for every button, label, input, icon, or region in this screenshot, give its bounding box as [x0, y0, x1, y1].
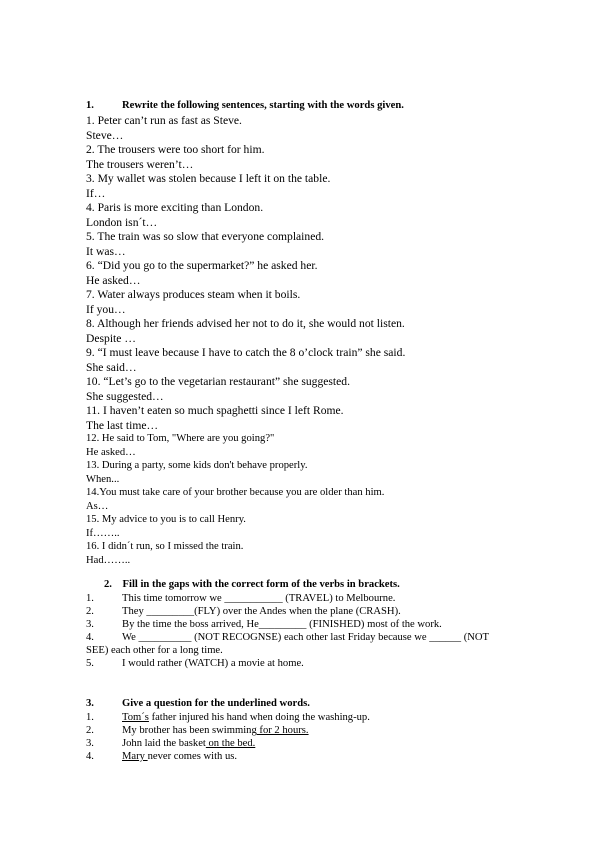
s3-item-num: 1.: [86, 712, 94, 723]
section2-heading: 2. Fill in the gaps with the correct form of the verbs in brackets.: [104, 579, 400, 590]
s1-line: She suggested…: [86, 390, 164, 403]
s1-line: He asked…: [86, 274, 141, 287]
s3-item-num: 4.: [86, 751, 94, 762]
s3-underlined-words: for 2 hours.: [256, 725, 309, 736]
s1-line: Steve…: [86, 129, 124, 142]
s2-item-text-cont: SEE) each other for a long time.: [86, 645, 223, 656]
s3-underlined-words: Tom´s: [122, 712, 149, 723]
s2-item-text: I would rather (WATCH) a movie at home.: [122, 658, 304, 669]
s1-line: If you…: [86, 303, 126, 316]
s1-line: The trousers weren’t…: [86, 158, 194, 171]
s1-line: 9. “I must leave because I have to catch the 8 o’clock train” she said.: [86, 346, 406, 359]
s3-item-num: 3.: [86, 738, 94, 749]
s2-item-text: By the time the boss arrived, He_________ (FINISHED) most of the work.: [122, 619, 442, 630]
s3-before-text: John laid the basket: [122, 738, 206, 749]
s1-line: 8. Although her friends advised her not to do it, she would not listen.: [86, 317, 405, 330]
s1-line: 14.You must take care of your brother because you are older than him.: [86, 487, 385, 498]
s1-line: He asked…: [86, 447, 136, 458]
s1-line: When...: [86, 474, 120, 485]
s3-before-text: My brother has been swimming: [122, 725, 257, 736]
section1-number: 1.: [86, 100, 94, 111]
s2-item-num: 4.: [86, 632, 94, 643]
s1-line: 5. The train was so slow that everyone complained.: [86, 230, 325, 243]
s3-after-text: father injured his hand when doing the washing-up.: [148, 712, 370, 723]
s2-item-text: They _________(FLY) over the Andes when the plane (CRASH).: [122, 606, 401, 617]
s1-line: Had……..: [86, 555, 131, 566]
s1-line: 12. He said to Tom, "Where are you going?": [86, 433, 275, 444]
s1-line: Despite …: [86, 332, 136, 345]
s1-line: 6. “Did you go to the supermarket?” he asked her.: [86, 259, 318, 272]
s1-line: 2. The trousers were too short for him.: [86, 143, 265, 156]
s1-line: 16. I didn´t run, so I missed the train.: [86, 541, 244, 552]
s1-line: As…: [86, 501, 109, 512]
section3-heading: Give a question for the underlined words.: [122, 698, 310, 709]
s3-item-text: [122, 726, 309, 737]
s1-line: 11. I haven’t eaten so much spaghetti since I left Rome.: [86, 404, 344, 417]
s3-underlined-words: Mary: [122, 751, 148, 762]
s1-line: 15. My advice to you is to call Henry.: [86, 514, 246, 525]
s1-line: If……..: [86, 528, 120, 539]
s1-line: London isn´t…: [86, 216, 158, 229]
s1-line: 7. Water always produces steam when it boils.: [86, 288, 301, 301]
s1-line: 4. Paris is more exciting than London.: [86, 201, 264, 214]
s2-item-num: 2.: [86, 606, 94, 617]
s1-line: 3. My wallet was stolen because I left it on the table.: [86, 172, 331, 185]
s1-line: The last time…: [86, 419, 159, 432]
s2-item-num: 3.: [86, 619, 94, 630]
s2-item-text: We __________ (NOT RECOGNSE) each other last Friday because we ______ (NOT: [122, 632, 490, 643]
s1-line: It was…: [86, 245, 126, 258]
s2-item-text: This time tomorrow we ___________ (TRAVEL) to Melbourne.: [122, 593, 396, 604]
s3-item-text: [122, 713, 370, 724]
s3-underlined-words: on the bed.: [205, 738, 256, 749]
s1-line: If…: [86, 187, 106, 200]
s1-line: 1. Peter can’t run as fast as Steve.: [86, 114, 242, 127]
s3-item-text: [122, 739, 255, 750]
s2-item-num: 5.: [86, 658, 94, 669]
s1-line: She said…: [86, 361, 137, 374]
s2-item-num: 1.: [86, 593, 94, 604]
s1-line: 13. During a party, some kids don't behave properly.: [86, 460, 308, 471]
s1-line: 10. “Let’s go to the vegetarian restaurant” she suggested.: [86, 375, 350, 388]
s3-after-text: never comes with us.: [147, 751, 238, 762]
s3-item-num: 2.: [86, 725, 94, 736]
section3-number: 3.: [86, 698, 94, 709]
section1-heading: Rewrite the following sentences, starting with the words given.: [122, 100, 404, 111]
s3-item-text: [122, 752, 237, 763]
